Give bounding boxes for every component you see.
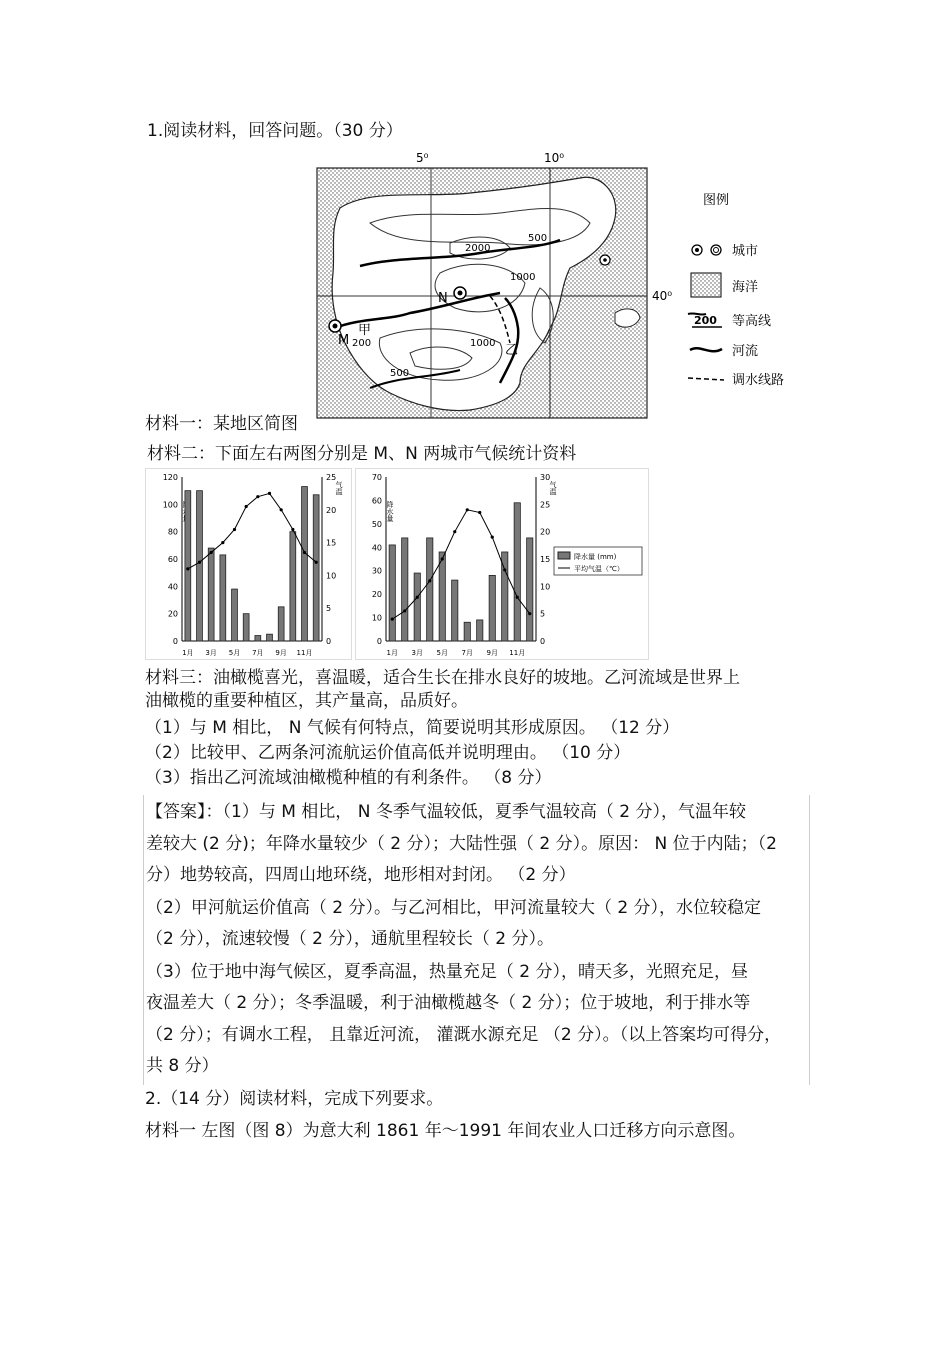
precip-bar (489, 575, 495, 641)
y-tick-label-right: 10 (326, 571, 337, 581)
temperature-point (416, 596, 419, 599)
y-tick-label-right: 25 (540, 500, 551, 510)
y-axis-label-left: 降水量 (386, 501, 394, 522)
temperature-point (291, 528, 294, 531)
temperature-point (466, 508, 469, 511)
temperature-point (186, 567, 189, 570)
answer-line: 分）地势较高，四周山地环绕，地形相对封闭。 （2 分） (146, 865, 576, 885)
x-tick-label: 3月 (205, 649, 217, 657)
temperature-point (491, 536, 494, 539)
y-tick-label-right: 5 (326, 604, 332, 614)
y-tick-label-left: 60 (167, 555, 178, 564)
legend-city: 城市 (732, 244, 759, 259)
y-tick-label-left: 20 (371, 590, 382, 600)
temperature-line (188, 493, 316, 568)
question-1-title: 1.阅读材料，回答问题。（30 分） (147, 121, 403, 141)
y-tick-label-right: 15 (326, 538, 337, 548)
legend-contour: 等高线 (732, 314, 772, 329)
legend-contour-sample: 200 (694, 314, 717, 327)
temperature-point (256, 495, 259, 498)
legend-temp-label: 平均气温（℃） (574, 565, 624, 573)
material-3-line-2: 油橄榄的重要种植区，其产量高，品质好。 (145, 691, 468, 711)
temperature-point (478, 511, 481, 514)
y-axis-label-right: 气温 (335, 481, 343, 495)
climate-chart-n (355, 468, 649, 660)
temperature-point (441, 557, 444, 560)
temperature-point (516, 596, 519, 599)
y-tick-label-left: 60 (371, 496, 382, 506)
temperature-point (528, 612, 531, 615)
y-tick-label-left: 0 (376, 637, 382, 646)
y-tick-label-left: 80 (167, 527, 178, 537)
temperature-point (403, 609, 406, 612)
map-legend (688, 193, 784, 388)
y-tick-label-left: 70 (371, 473, 382, 482)
temperature-point (428, 579, 431, 582)
answer-line: （2 分）；有调水工程， 且靠近河流， 灌溉水源充足 （2 分）。（以上答案均可得分， (146, 1025, 782, 1045)
y-tick-label-right: 5 (540, 609, 546, 619)
climate-chart-m (145, 468, 352, 660)
city-m-icon (329, 320, 341, 332)
x-tick-label: 11月 (296, 649, 313, 657)
x-tick-label: 1月 (182, 649, 194, 657)
temperature-point (245, 505, 248, 508)
y-tick-label-left: 40 (371, 543, 382, 553)
x-tick-label: 9月 (486, 649, 498, 657)
y-tick-label-right: 10 (540, 582, 551, 592)
y-tick-label-left: 40 (167, 582, 178, 592)
legend-ocean-swatch (691, 273, 721, 297)
answer-line: （2）甲河航运价值高（ 2 分）。与乙河相比，甲河流量较大（ 2 分），水位较稳定 (146, 898, 762, 918)
answer-line: 共 8 分） (146, 1056, 219, 1076)
y-tick-label-right: 25 (326, 473, 337, 482)
precip-bar (267, 634, 273, 641)
city-m-label: M (338, 333, 350, 348)
precip-bar (427, 538, 433, 641)
precip-bar (185, 491, 191, 641)
contour-label: 200 (352, 338, 372, 349)
x-tick-label: 1月 (386, 649, 398, 657)
precip-bar (208, 548, 214, 641)
material-1-caption: 材料一：某地区简图 (145, 414, 298, 434)
precip-bar (197, 491, 203, 641)
legend-precip-swatch (558, 552, 570, 559)
river-yi-label: 乙 (505, 343, 519, 358)
temperature-point (280, 508, 283, 511)
precip-bar (313, 495, 319, 641)
city-n-label: N (438, 291, 448, 306)
precip-bar (243, 614, 249, 641)
temperature-point (391, 618, 394, 621)
city-n-icon (454, 287, 466, 299)
temperature-point (210, 551, 213, 554)
precip-bar (452, 580, 458, 641)
x-tick-label: 3月 (411, 649, 423, 657)
precip-bar (232, 589, 238, 641)
contour-label: 500 (528, 233, 548, 244)
lon-5-label: 5⁰ (416, 151, 429, 165)
y-tick-label-right: 20 (326, 505, 337, 515)
precip-bar (290, 532, 296, 641)
legend-river: 河流 (732, 344, 759, 359)
x-tick-label: 7月 (252, 649, 264, 657)
y-tick-label-left: 30 (371, 566, 382, 576)
temperature-point (503, 568, 506, 571)
y-tick-label-left: 120 (162, 473, 178, 482)
temperature-line (392, 510, 530, 619)
x-tick-label: 9月 (275, 649, 287, 657)
temperature-point (453, 530, 456, 533)
legend-ocean: 海洋 (732, 280, 759, 295)
contour-label: 1000 (510, 272, 536, 283)
y-tick-label-right: 20 (540, 527, 551, 537)
legend-precip-label: 降水量 (mm) (574, 553, 617, 561)
precip-bar (302, 487, 308, 641)
x-tick-label: 5月 (228, 649, 241, 657)
y-tick-label-left: 20 (167, 609, 178, 619)
y-tick-label-left: 10 (371, 613, 382, 623)
city-ne-icon (600, 255, 610, 265)
answer-line: 差较大 (2 分)；年降水量较少（ 2 分）；大陆性强（ 2 分）。原因： N 位于内陆；（2 (146, 834, 777, 854)
y-tick-label-left: 50 (371, 519, 382, 529)
answer-line: 夜温差大（ 2 分）；冬季温暖，利于油橄榄越冬（ 2 分）；位于坡地，利于排水等 (146, 993, 751, 1013)
question-2-title: 2.（14 分）阅读材料，完成下列要求。 (145, 1089, 444, 1109)
question-1-1: （1）与 M 相比， N 气候有何特点，简要说明其形成原因。 （12 分） (145, 718, 680, 738)
legend-title: 图例 (703, 193, 730, 208)
precip-bar (514, 503, 520, 641)
x-tick-label: 7月 (461, 649, 473, 657)
y-tick-label-right: 30 (540, 473, 551, 482)
precip-bar (278, 607, 284, 641)
precip-bar (255, 636, 261, 641)
precip-bar (477, 620, 483, 641)
legend-canal: 调水线路 (732, 373, 785, 388)
question-2-material-1: 材料一 左图（图 8）为意大利 1861 年～1991 年间农业人口迁移方向示意图。 (145, 1121, 746, 1141)
x-tick-label: 11月 (509, 649, 526, 657)
temperature-point (233, 528, 236, 531)
precip-bar (464, 622, 470, 641)
lat-40-label: 40⁰ (652, 289, 673, 303)
answer-line: （3）位于地中海气候区，夏季高温，热量充足（ 2 分），晴天多，光照充足，昼 (146, 962, 748, 982)
y-tick-label-left: 100 (162, 500, 178, 510)
temperature-point (315, 561, 318, 564)
answer-line: （2 分），流速较慢（ 2 分），通航里程较长（ 2 分）。 (146, 929, 554, 949)
precip-bar (414, 573, 420, 641)
y-tick-label-right: 0 (326, 637, 332, 646)
material-2-caption: 材料二：下面左右两图分别是 M、N 两城市气候统计资料 (147, 444, 577, 464)
material-3-line-1: 材料三：油橄榄喜光，喜温暖，适合生长在排水良好的坡地。乙河流域是世界上 (145, 668, 740, 688)
contour-label: 500 (390, 368, 410, 379)
temperature-point (303, 551, 306, 554)
contour-label: 1000 (470, 338, 496, 349)
temperature-point (198, 561, 201, 564)
x-tick-label: 5月 (436, 649, 448, 657)
y-tick-label-left: 0 (172, 637, 178, 646)
answer-block (143, 795, 810, 1085)
question-1-3: （3）指出乙河流域油橄榄种植的有利条件。 （8 分） (145, 768, 552, 788)
temperature-point (268, 492, 271, 495)
temperature-point (221, 541, 224, 544)
precip-bar (389, 545, 395, 641)
precip-bar (220, 555, 226, 641)
precip-bar (527, 538, 533, 641)
precip-bar (439, 552, 445, 641)
contour-label: 2000 (465, 243, 491, 254)
river-jia-label: 甲 (358, 323, 372, 338)
answer-line: 【答案】：（1）与 M 相比， N 冬季气温较低，夏季气温较高（ 2 分），气温年较 (146, 802, 746, 822)
y-tick-label-right: 15 (540, 555, 551, 564)
y-tick-label-right: 0 (540, 637, 546, 646)
precip-bar (402, 538, 408, 641)
question-1-2: （2）比较甲、乙两条河流航运价值高低并说明理由。 （10 分） (145, 743, 631, 763)
lon-10-label: 10⁰ (544, 151, 565, 165)
y-axis-label-right: 气温 (549, 481, 557, 495)
region-map (300, 148, 800, 428)
